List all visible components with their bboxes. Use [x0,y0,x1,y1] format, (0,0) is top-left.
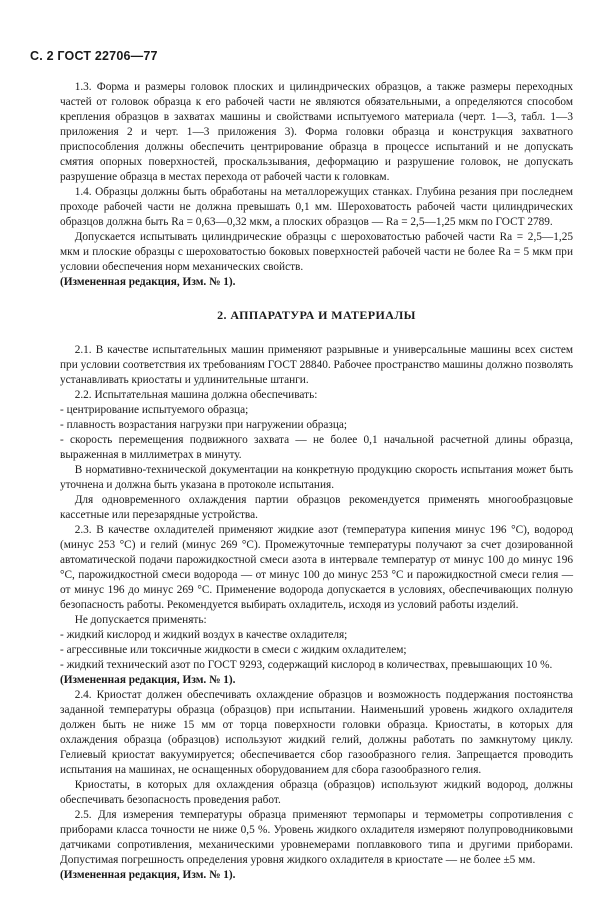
paragraph-2-4-hydrogen: Криостаты, в которых для охлаждения образца (образцов) используют жидкий водород, должны обеспечивать безопасность проведения работ. [60,779,573,806]
list-item: - центрирование испытуемого образца; [60,404,249,416]
list-item: - жидкий кислород и жидкий воздух в качестве охладителя; [60,629,348,641]
section-title: 2. АППАРАТУРА И МАТЕРИАЛЫ [217,308,416,322]
paragraph-2-2-cassette: Для одновременного охлаждения партии образцов рекомендуется применять многообразцовые кассетные или перезарядные устройства. [60,494,573,521]
page-header: С. 2 ГОСТ 22706—77 [30,49,158,63]
amendment-note: (Измененная редакция, Изм. № 1). [60,276,236,288]
paragraph-1-4: 1.4. Образцы должны быть обработаны на металлорежущих станках. Глубина резания при последнем проходе рабочей части не должна превышать 0,1 мм. Шероховатость рабочей части цилиндрических образцов должна быть Ra = 0,63—0,32 мкм, а плоских образцов — Ra = 2,5—1,25 мкм по ГОСТ 2789. [60,186,573,228]
amendment-note: (Измененная редакция, Изм. № 1). [60,869,236,881]
paragraph-1-4-roughness: Допускается испытывать цилиндрические образцы с шероховатостью рабочей части Ra = 2,5—1,25 мкм и плоские образцы с шероховатостью боковых поверхностей рабочей части не более Ra = 5 мкм при условии обеспечения норм механических свойств. [60,231,573,273]
list-item: - агрессивные или токсичные жидкости в смеси с жидким охладителем; [60,644,407,656]
list-item: - скорость перемещения подвижного захвата — не более 0,1 начальной расчетной длины образца, выраженная в миллиметрах в минуту. [60,434,573,461]
paragraph-2-5: 2.5. Для измерения температуры образца применяют термопары и термометры сопротивления с приборами класса точности не ниже 0,5 %. Уровень жидкого охладителя измеряют полупроводниковыми датчиками сопротивления, механическими уровнемерами поплавкового типа и другими приборами. Допустимая погрешность определения уровня жидкого охладителя в криостате — не более ±5 мм. [60,809,573,866]
document-body [60,80,573,883]
paragraph-2-3: 2.3. В качестве охладителей применяют жидкие азот (температура кипения минус 196 °С), водород (минус 253 °С) и гелий (минус 269 °С). Промежуточные температуры получают за счет дозированной автоматической подачи парожидкостной смеси азота в интервале температур от минус 100 до минус 196 °С, парожидкостной смеси водорода — от минус 100 до минус 253 °С и парожидкостной смеси гелия — от минус 196 до минус 269 °С. Применение водорода допускается в условиях, обеспечивающих полную безопасность работы. Рекомендуется выбирать охладитель, исходя из условий работы изделий. [60,524,573,611]
paragraph-2-3-prohibited: Не допускается применять: [74,614,207,626]
paragraph-2-2: 2.2. Испытательная машина должна обеспечивать: [74,389,318,401]
paragraph-2-4: 2.4. Криостат должен обеспечивать охлаждение образцов и возможность поддержания постоянства заданной температуры образца (образцов) при испытании. Наименьший уровень жидкого охладителя должен быть не ниже 15 мм от торца поверхности головки образца. Криостаты, в которых для охлаждения образца (образцов) используют жидкий гелий, должны работать по замкнутому циклу. Гелиевый криостат вакуумируется; обеспечивается сбор газообразного гелия. Запрещается проводить испытания на машинах, не оснащенных оборудованием для сбора газообразного гелия. [60,689,573,776]
paragraph-2-2-speed: В нормативно-технической документации на конкретную продукцию скорость испытания может быть уточнена и должна быть указана в протоколе испытания. [60,464,573,491]
amendment-note: (Измененная редакция, Изм. № 1). [60,674,236,686]
paragraph-2-1: 2.1. В качестве испытательных машин применяют разрывные и универсальные машины всех систем при условии соответствия их требованиям ГОСТ 28840. Рабочее пространство машины должно позволять устанавливать криостаты и удлинительные штанги. [60,344,573,386]
list-item: - жидкий технический азот по ГОСТ 9293, содержащий кислород в количествах, превышающих 10 %. [60,659,553,671]
list-item: - плавность возрастания нагрузки при нагружении образца; [60,419,348,431]
paragraph-1-3: 1.3. Форма и размеры головок плоских и цилиндрических образцов, а также размеры переходных частей от головок образца к его рабочей части не являются обязательными, а определяются способом крепления образцов в захватах машины и свойствами испытуемого материала (черт. 1—3, табл. 1—3 приложения 2 и черт. 1—3 приложения 3). Форма головки образца и конструкция захватного приспособления должны обеспечить центрирование образца в процессе испытаний и не допускать смятия опорных поверхностей, проскальзывания, деформацию и разрушение головок, не допускать разрушение образца в местах перехода от рабочей части к головкам. [60,81,573,183]
